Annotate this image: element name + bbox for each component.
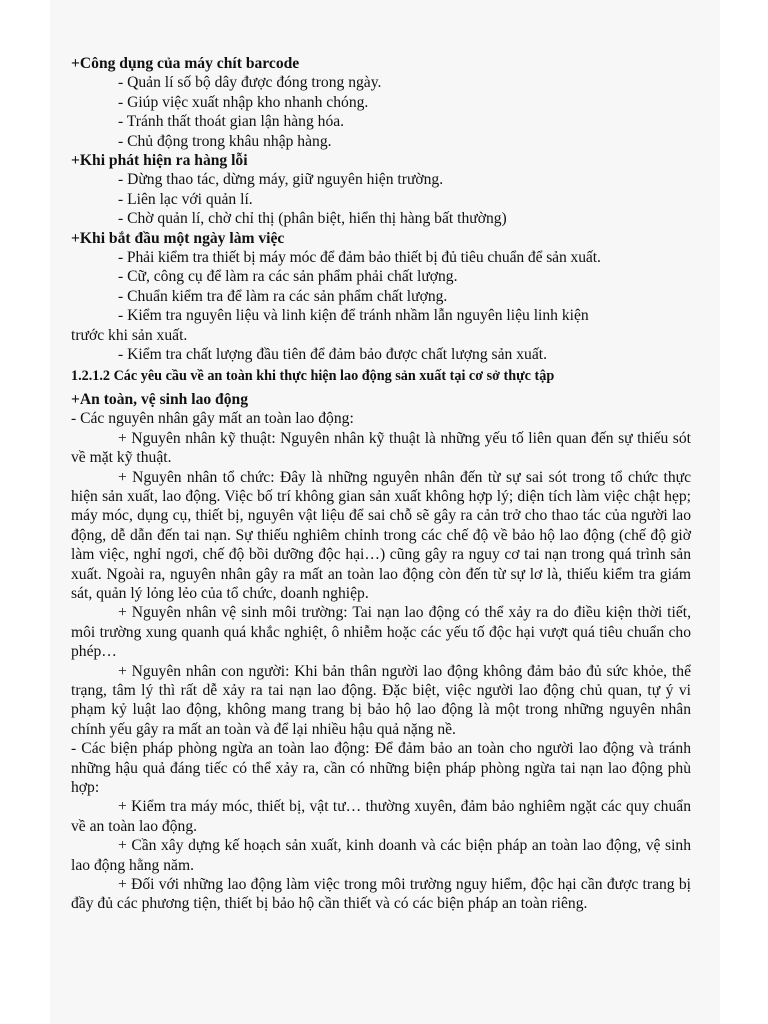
list-item: - Kiểm tra chất lượng đầu tiên để đảm bảo được chất lượng sản xuất. — [118, 346, 547, 364]
list-item: - Chuẩn kiểm tra để làm ra các sản phẩm chất lượng. — [118, 287, 448, 305]
paragraph-measure-2 — [71, 836, 691, 875]
paragraph-cause-human — [71, 662, 691, 740]
list-item: - Chờ quản lí, chờ chỉ thị (phân biệt, hiển thị hàng bất thường) — [118, 210, 507, 228]
list-item: - Cữ, công cụ để làm ra các sản phẩm phải chất lượng. — [118, 268, 458, 286]
list-item-wrap-continuation: trước khi sản xuất. — [71, 326, 188, 344]
paragraph-text: + Nguyên nhân tổ chức: Đây là những nguyên nhân đến từ sự sai sót trong tổ chức thực hiện sản xuất, lao động. Việc bố trí không gian sản xuất không hợp lý; diện tích làm việc chật hẹp; máy móc, dụng cụ, thiết bị, nguyên vật liệu để sai chỗ sẽ gây ra cản trở cho thao tác của người lao động, dễ dẫn đến tai nạn. Sự thiếu nghiêm chỉnh trong các chế độ về bảo hộ lao động (chế độ giờ làm việc, nghỉ ngơi, chế độ bồi dưỡng độc hại…) cũng gây ra nguy cơ tai nạn trong quá trình sản xuất. Ngoài ra, nguyên nhân gây ra mất an toàn lao động còn đến từ sự lơ là, thiếu kiểm tra giám sát, quản lý lỏng lẻo của tổ chức, doanh nghiệp. — [71, 468, 691, 602]
subsection-title: 1.2.1.2 Các yêu cầu về an toàn khi thực hiện lao động sản xuất tại cơ sở thực tập — [71, 367, 555, 384]
paragraph-text: + Đối với những lao động làm việc trong môi trường nguy hiểm, độc hại cần được trang bị đầy đủ các phương tiện, thiết bị bảo hộ cần thiết và có các biện pháp an toàn riêng. — [71, 876, 691, 913]
list-item: - Phải kiểm tra thiết bị máy móc để đảm bảo thiết bị đủ tiêu chuẩn để sản xuất. — [118, 249, 601, 267]
paragraph-cause-environment — [71, 603, 691, 661]
list-item: - Quản lí số bộ dây được đóng trong ngày. — [118, 74, 382, 92]
list-item: - Dừng thao tác, dừng máy, giữ nguyên hiện trường. — [118, 171, 444, 189]
paragraph-text: + Kiểm tra máy móc, thiết bị, vật tư… thường xuyên, đảm bảo nghiêm ngặt các quy chuẩn về an toàn lao động. — [71, 798, 691, 835]
document-body — [71, 54, 691, 914]
list-item: - Chủ động trong khâu nhập hàng. — [118, 132, 332, 150]
causes-intro: - Các nguyên nhân gây mất an toàn lao động: — [71, 410, 354, 428]
list-item-wrap: - Kiểm tra nguyên liệu và linh kiện để tránh nhầm lẫn nguyên liệu linh kiện — [118, 307, 589, 325]
list-item: - Giúp việc xuất nhập kho nhanh chóng. — [118, 93, 369, 111]
paragraph-measure-3 — [71, 875, 691, 914]
heading-start-day: +Khi bắt đầu một ngày làm việc — [71, 229, 285, 247]
paragraph-cause-organization — [71, 468, 691, 604]
paragraph-text: + Nguyên nhân vệ sinh môi trường: Tai nạn lao động có thể xảy ra do điều kiện thời tiết, môi trường xung quanh quá khắc nghiệt, ô nhiễm hoặc các yếu tố độc hại vượt quá tiêu chuẩn cho phép… — [71, 604, 691, 661]
paragraph-measure-1 — [71, 797, 691, 836]
paragraph-text: + Cần xây dựng kế hoạch sản xuất, kinh doanh và các biện pháp an toàn lao động, vệ sinh lao động hằng năm. — [71, 837, 691, 874]
list-item: - Liên lạc với quản lí. — [118, 190, 253, 208]
heading-safety: +An toàn, vệ sinh lao động — [71, 390, 248, 408]
paragraph-text: + Nguyên nhân con người: Khi bản thân người lao động không đảm bảo đủ sức khỏe, thể trạng, tâm lý thì rất dễ xảy ra tai nạn lao động. Đặc biệt, việc người lao động chủ quan, tự ý vi phạm kỷ luật lao động, không mang trang bị bảo hộ lao động là một trong những nguyên nhân chính yếu gây ra mất an toàn và để lại nhiều hậu quả nặng nề. — [71, 662, 691, 738]
paragraph-cause-technical — [71, 429, 691, 468]
heading-barcode: +Công dụng của máy chít barcode — [71, 55, 300, 72]
heading-defect: +Khi phát hiện ra hàng lỗi — [71, 152, 248, 170]
measures-intro: - Các biện pháp phòng ngừa an toàn lao động: Để đảm bảo an toàn cho người lao động và tránh những hậu quả đáng tiếc có thể xảy ra, cần có những biện pháp phòng ngừa tai nạn lao động phù hợp: — [71, 740, 691, 797]
paragraph-text: + Nguyên nhân kỹ thuật: Nguyên nhân kỹ thuật là những yếu tố liên quan đến sự thiếu sót về mặt kỹ thuật. — [71, 429, 691, 467]
list-item: - Tránh thất thoát gian lận hàng hóa. — [118, 113, 345, 131]
